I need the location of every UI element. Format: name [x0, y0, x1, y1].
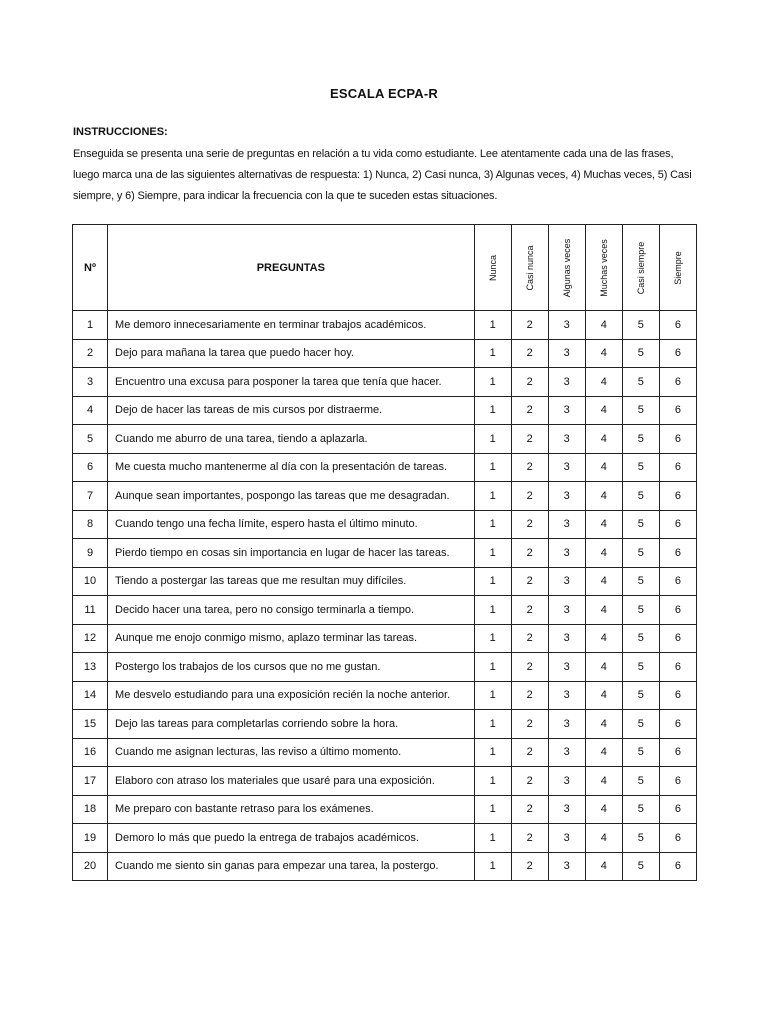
question-text: Decido hacer una tarea, pero no consigo terminarla a tiempo. [108, 596, 475, 625]
question-text: Aunque me enojo conmigo mismo, aplazo terminar las tareas. [108, 624, 475, 653]
response-option[interactable]: 1 [474, 311, 511, 340]
response-option[interactable]: 3 [548, 453, 585, 482]
response-option[interactable]: 5 [622, 681, 659, 710]
response-option[interactable]: 2 [511, 482, 548, 511]
question-number: 11 [73, 596, 108, 625]
response-option[interactable]: 3 [548, 567, 585, 596]
response-option[interactable]: 1 [474, 795, 511, 824]
response-option[interactable]: 2 [511, 539, 548, 568]
response-option[interactable]: 3 [548, 738, 585, 767]
scale-table [72, 224, 697, 881]
response-option[interactable]: 2 [511, 767, 548, 796]
response-option[interactable]: 4 [585, 453, 622, 482]
response-option[interactable]: 5 [622, 510, 659, 539]
question-number: 7 [73, 482, 108, 511]
response-option[interactable]: 4 [585, 653, 622, 682]
question-text: Dejo de hacer las tareas de mis cursos por distraerme. [108, 396, 475, 425]
response-option[interactable]: 2 [511, 852, 548, 881]
response-option[interactable]: 1 [474, 596, 511, 625]
response-option[interactable]: 4 [585, 396, 622, 425]
response-option[interactable]: 1 [474, 738, 511, 767]
question-text: Cuando tengo una fecha límite, espero hasta el último minuto. [108, 510, 475, 539]
response-option[interactable]: 3 [548, 510, 585, 539]
response-option[interactable]: 5 [622, 425, 659, 454]
response-option[interactable]: 4 [585, 425, 622, 454]
response-option[interactable]: 3 [548, 368, 585, 397]
response-option[interactable]: 6 [659, 453, 696, 482]
question-number: 17 [73, 767, 108, 796]
question-number: 19 [73, 824, 108, 853]
instructions-text: Enseguida se presenta una serie de preguntas en relación a tu vida como estudiante. Lee atentamente cada una de las frases, luego marca una de las siguientes alternativas de respuesta: 1) Nunca, 2) Casi nunca, 3) Algunas veces, 4) Muchas veces, 5) Casi siempre, y 6) Siempre, para indicar la frecuencia con la que te suceden estas situaciones. [73, 148, 692, 202]
response-option[interactable]: 4 [585, 852, 622, 881]
table-row [73, 653, 697, 682]
response-option[interactable]: 4 [585, 567, 622, 596]
response-option[interactable]: 2 [511, 339, 548, 368]
question-number: 1 [73, 311, 108, 340]
response-option[interactable]: 2 [511, 738, 548, 767]
response-option[interactable]: 5 [622, 539, 659, 568]
question-text: Encuentro una excusa para posponer la tarea que tenía que hacer. [108, 368, 475, 397]
table-row [73, 567, 697, 596]
question-text: Dejo las tareas para completarlas corriendo sobre la hora. [108, 710, 475, 739]
response-option[interactable]: 6 [659, 767, 696, 796]
response-option[interactable]: 5 [622, 795, 659, 824]
table-row [73, 482, 697, 511]
question-text: Me preparo con bastante retraso para los exámenes. [108, 795, 475, 824]
response-option[interactable]: 5 [622, 738, 659, 767]
question-text: Cuando me asignan lecturas, las reviso a último momento. [108, 738, 475, 767]
table-row [73, 510, 697, 539]
table-row [73, 681, 697, 710]
response-option[interactable]: 4 [585, 510, 622, 539]
response-option[interactable]: 1 [474, 710, 511, 739]
header-questions: PREGUNTAS [108, 225, 475, 311]
response-option[interactable]: 6 [659, 596, 696, 625]
question-number: 14 [73, 681, 108, 710]
instructions-heading: INSTRUCCIONES: [73, 126, 168, 138]
header-option-muchas-veces: Muchas veces [585, 225, 622, 311]
response-option[interactable]: 2 [511, 567, 548, 596]
question-number: 18 [73, 795, 108, 824]
response-option[interactable]: 3 [548, 795, 585, 824]
response-option[interactable]: 2 [511, 653, 548, 682]
table-row [73, 795, 697, 824]
response-option[interactable]: 5 [622, 624, 659, 653]
question-text: Cuando me aburro de una tarea, tiendo a aplazarla. [108, 425, 475, 454]
response-option[interactable]: 4 [585, 710, 622, 739]
table-row [73, 596, 697, 625]
table-row [73, 396, 697, 425]
response-option[interactable]: 6 [659, 482, 696, 511]
response-option[interactable]: 2 [511, 425, 548, 454]
response-option[interactable]: 5 [622, 852, 659, 881]
table-row [73, 368, 697, 397]
table-row [73, 339, 697, 368]
question-number: 5 [73, 425, 108, 454]
response-option[interactable]: 1 [474, 681, 511, 710]
response-option[interactable]: 4 [585, 482, 622, 511]
table-row [73, 738, 697, 767]
response-option[interactable]: 3 [548, 767, 585, 796]
response-option[interactable]: 5 [622, 653, 659, 682]
question-text: Tiendo a postergar las tareas que me resultan muy difíciles. [108, 567, 475, 596]
response-option[interactable]: 2 [511, 311, 548, 340]
response-option[interactable]: 2 [511, 681, 548, 710]
response-option[interactable]: 3 [548, 482, 585, 511]
response-option[interactable]: 1 [474, 767, 511, 796]
question-number: 10 [73, 567, 108, 596]
response-option[interactable]: 6 [659, 710, 696, 739]
table-header-row [73, 225, 697, 311]
response-option[interactable]: 5 [622, 339, 659, 368]
response-option[interactable]: 4 [585, 767, 622, 796]
response-option[interactable]: 2 [511, 795, 548, 824]
response-option[interactable]: 4 [585, 596, 622, 625]
response-option[interactable]: 1 [474, 425, 511, 454]
response-option[interactable]: 4 [585, 339, 622, 368]
question-number: 3 [73, 368, 108, 397]
response-option[interactable]: 5 [622, 767, 659, 796]
response-option[interactable]: 4 [585, 368, 622, 397]
response-option[interactable]: 3 [548, 339, 585, 368]
table-row [73, 710, 697, 739]
question-number: 2 [73, 339, 108, 368]
response-option[interactable]: 4 [585, 738, 622, 767]
question-text: Postergo los trabajos de los cursos que no me gustan. [108, 653, 475, 682]
response-option[interactable]: 3 [548, 624, 585, 653]
response-option[interactable]: 5 [622, 824, 659, 853]
header-option-casi-siempre: Casi siempre [622, 225, 659, 311]
response-option[interactable]: 1 [474, 396, 511, 425]
response-option[interactable]: 6 [659, 681, 696, 710]
question-text: Aunque sean importantes, pospongo las tareas que me desagradan. [108, 482, 475, 511]
header-option-siempre: Siempre [659, 225, 696, 311]
document-title: ESCALA ECPA-R [329, 86, 439, 101]
response-option[interactable]: 1 [474, 824, 511, 853]
response-option[interactable]: 3 [548, 396, 585, 425]
response-option[interactable]: 5 [622, 368, 659, 397]
table-row [73, 767, 697, 796]
response-option[interactable]: 2 [511, 453, 548, 482]
question-text: Demoro lo más que puedo la entrega de trabajos académicos. [108, 824, 475, 853]
response-option[interactable]: 6 [659, 425, 696, 454]
question-text: Me desvelo estudiando para una exposición recién la noche anterior. [108, 681, 475, 710]
response-option[interactable]: 6 [659, 852, 696, 881]
response-option[interactable]: 4 [585, 311, 622, 340]
question-number: 4 [73, 396, 108, 425]
question-text: Cuando me siento sin ganas para empezar una tarea, la postergo. [108, 852, 475, 881]
response-option[interactable]: 3 [548, 710, 585, 739]
response-option[interactable]: 6 [659, 567, 696, 596]
response-option[interactable]: 3 [548, 852, 585, 881]
table-row [73, 539, 697, 568]
response-option[interactable]: 3 [548, 681, 585, 710]
response-option[interactable]: 3 [548, 311, 585, 340]
response-option[interactable]: 6 [659, 311, 696, 340]
response-option[interactable]: 1 [474, 368, 511, 397]
response-option[interactable]: 4 [585, 539, 622, 568]
question-number: 20 [73, 852, 108, 881]
response-option[interactable]: 1 [474, 539, 511, 568]
question-number: 8 [73, 510, 108, 539]
response-option[interactable]: 1 [474, 453, 511, 482]
response-option[interactable]: 2 [511, 710, 548, 739]
response-option[interactable]: 1 [474, 852, 511, 881]
table-row [73, 425, 697, 454]
question-number: 13 [73, 653, 108, 682]
header-option-algunas-veces: Algunas veces [548, 225, 585, 311]
response-option[interactable]: 2 [511, 368, 548, 397]
question-number: 16 [73, 738, 108, 767]
response-option[interactable]: 6 [659, 339, 696, 368]
response-option[interactable]: 3 [548, 653, 585, 682]
response-option[interactable]: 6 [659, 824, 696, 853]
table-row [73, 852, 697, 881]
response-option[interactable]: 2 [511, 624, 548, 653]
question-text: Dejo para mañana la tarea que puedo hacer hoy. [108, 339, 475, 368]
header-option-casi-nunca: Casi nunca [511, 225, 548, 311]
question-number: 9 [73, 539, 108, 568]
question-text: Me demoro innecesariamente en terminar trabajos académicos. [108, 311, 475, 340]
response-option[interactable]: 6 [659, 539, 696, 568]
response-option[interactable]: 4 [585, 795, 622, 824]
header-number: Nº [73, 225, 108, 311]
response-option[interactable]: 2 [511, 396, 548, 425]
table-row [73, 824, 697, 853]
response-option[interactable]: 1 [474, 339, 511, 368]
response-option[interactable]: 5 [622, 396, 659, 425]
response-option[interactable]: 6 [659, 653, 696, 682]
response-option[interactable]: 5 [622, 482, 659, 511]
question-number: 15 [73, 710, 108, 739]
table-row [73, 453, 697, 482]
response-option[interactable]: 1 [474, 624, 511, 653]
question-text: Me cuesta mucho mantenerme al día con la presentación de tareas. [108, 453, 475, 482]
table-row [73, 311, 697, 340]
response-option[interactable]: 3 [548, 596, 585, 625]
response-option[interactable]: 4 [585, 824, 622, 853]
response-option[interactable]: 5 [622, 596, 659, 625]
response-option[interactable]: 5 [622, 567, 659, 596]
table-row [73, 624, 697, 653]
response-option[interactable]: 6 [659, 396, 696, 425]
response-option[interactable]: 3 [548, 824, 585, 853]
response-option[interactable]: 3 [548, 425, 585, 454]
response-option[interactable]: 1 [474, 653, 511, 682]
response-option[interactable]: 2 [511, 596, 548, 625]
response-option[interactable]: 6 [659, 368, 696, 397]
response-option[interactable]: 6 [659, 510, 696, 539]
response-option[interactable]: 5 [622, 710, 659, 739]
question-text: Elaboro con atraso los materiales que usaré para una exposición. [108, 767, 475, 796]
question-number: 12 [73, 624, 108, 653]
response-option[interactable]: 4 [585, 624, 622, 653]
response-option[interactable]: 6 [659, 795, 696, 824]
response-option[interactable]: 2 [511, 510, 548, 539]
header-option-nunca: Nunca [474, 225, 511, 311]
response-option[interactable]: 6 [659, 738, 696, 767]
response-option[interactable]: 1 [474, 482, 511, 511]
response-option[interactable]: 3 [548, 539, 585, 568]
question-text: Pierdo tiempo en cosas sin importancia en lugar de hacer las tareas. [108, 539, 475, 568]
response-option[interactable]: 1 [474, 510, 511, 539]
question-number: 6 [73, 453, 108, 482]
response-option[interactable]: 5 [622, 311, 659, 340]
response-option[interactable]: 4 [585, 681, 622, 710]
response-option[interactable]: 1 [474, 567, 511, 596]
response-option[interactable]: 2 [511, 824, 548, 853]
response-option[interactable]: 6 [659, 624, 696, 653]
response-option[interactable]: 5 [622, 453, 659, 482]
